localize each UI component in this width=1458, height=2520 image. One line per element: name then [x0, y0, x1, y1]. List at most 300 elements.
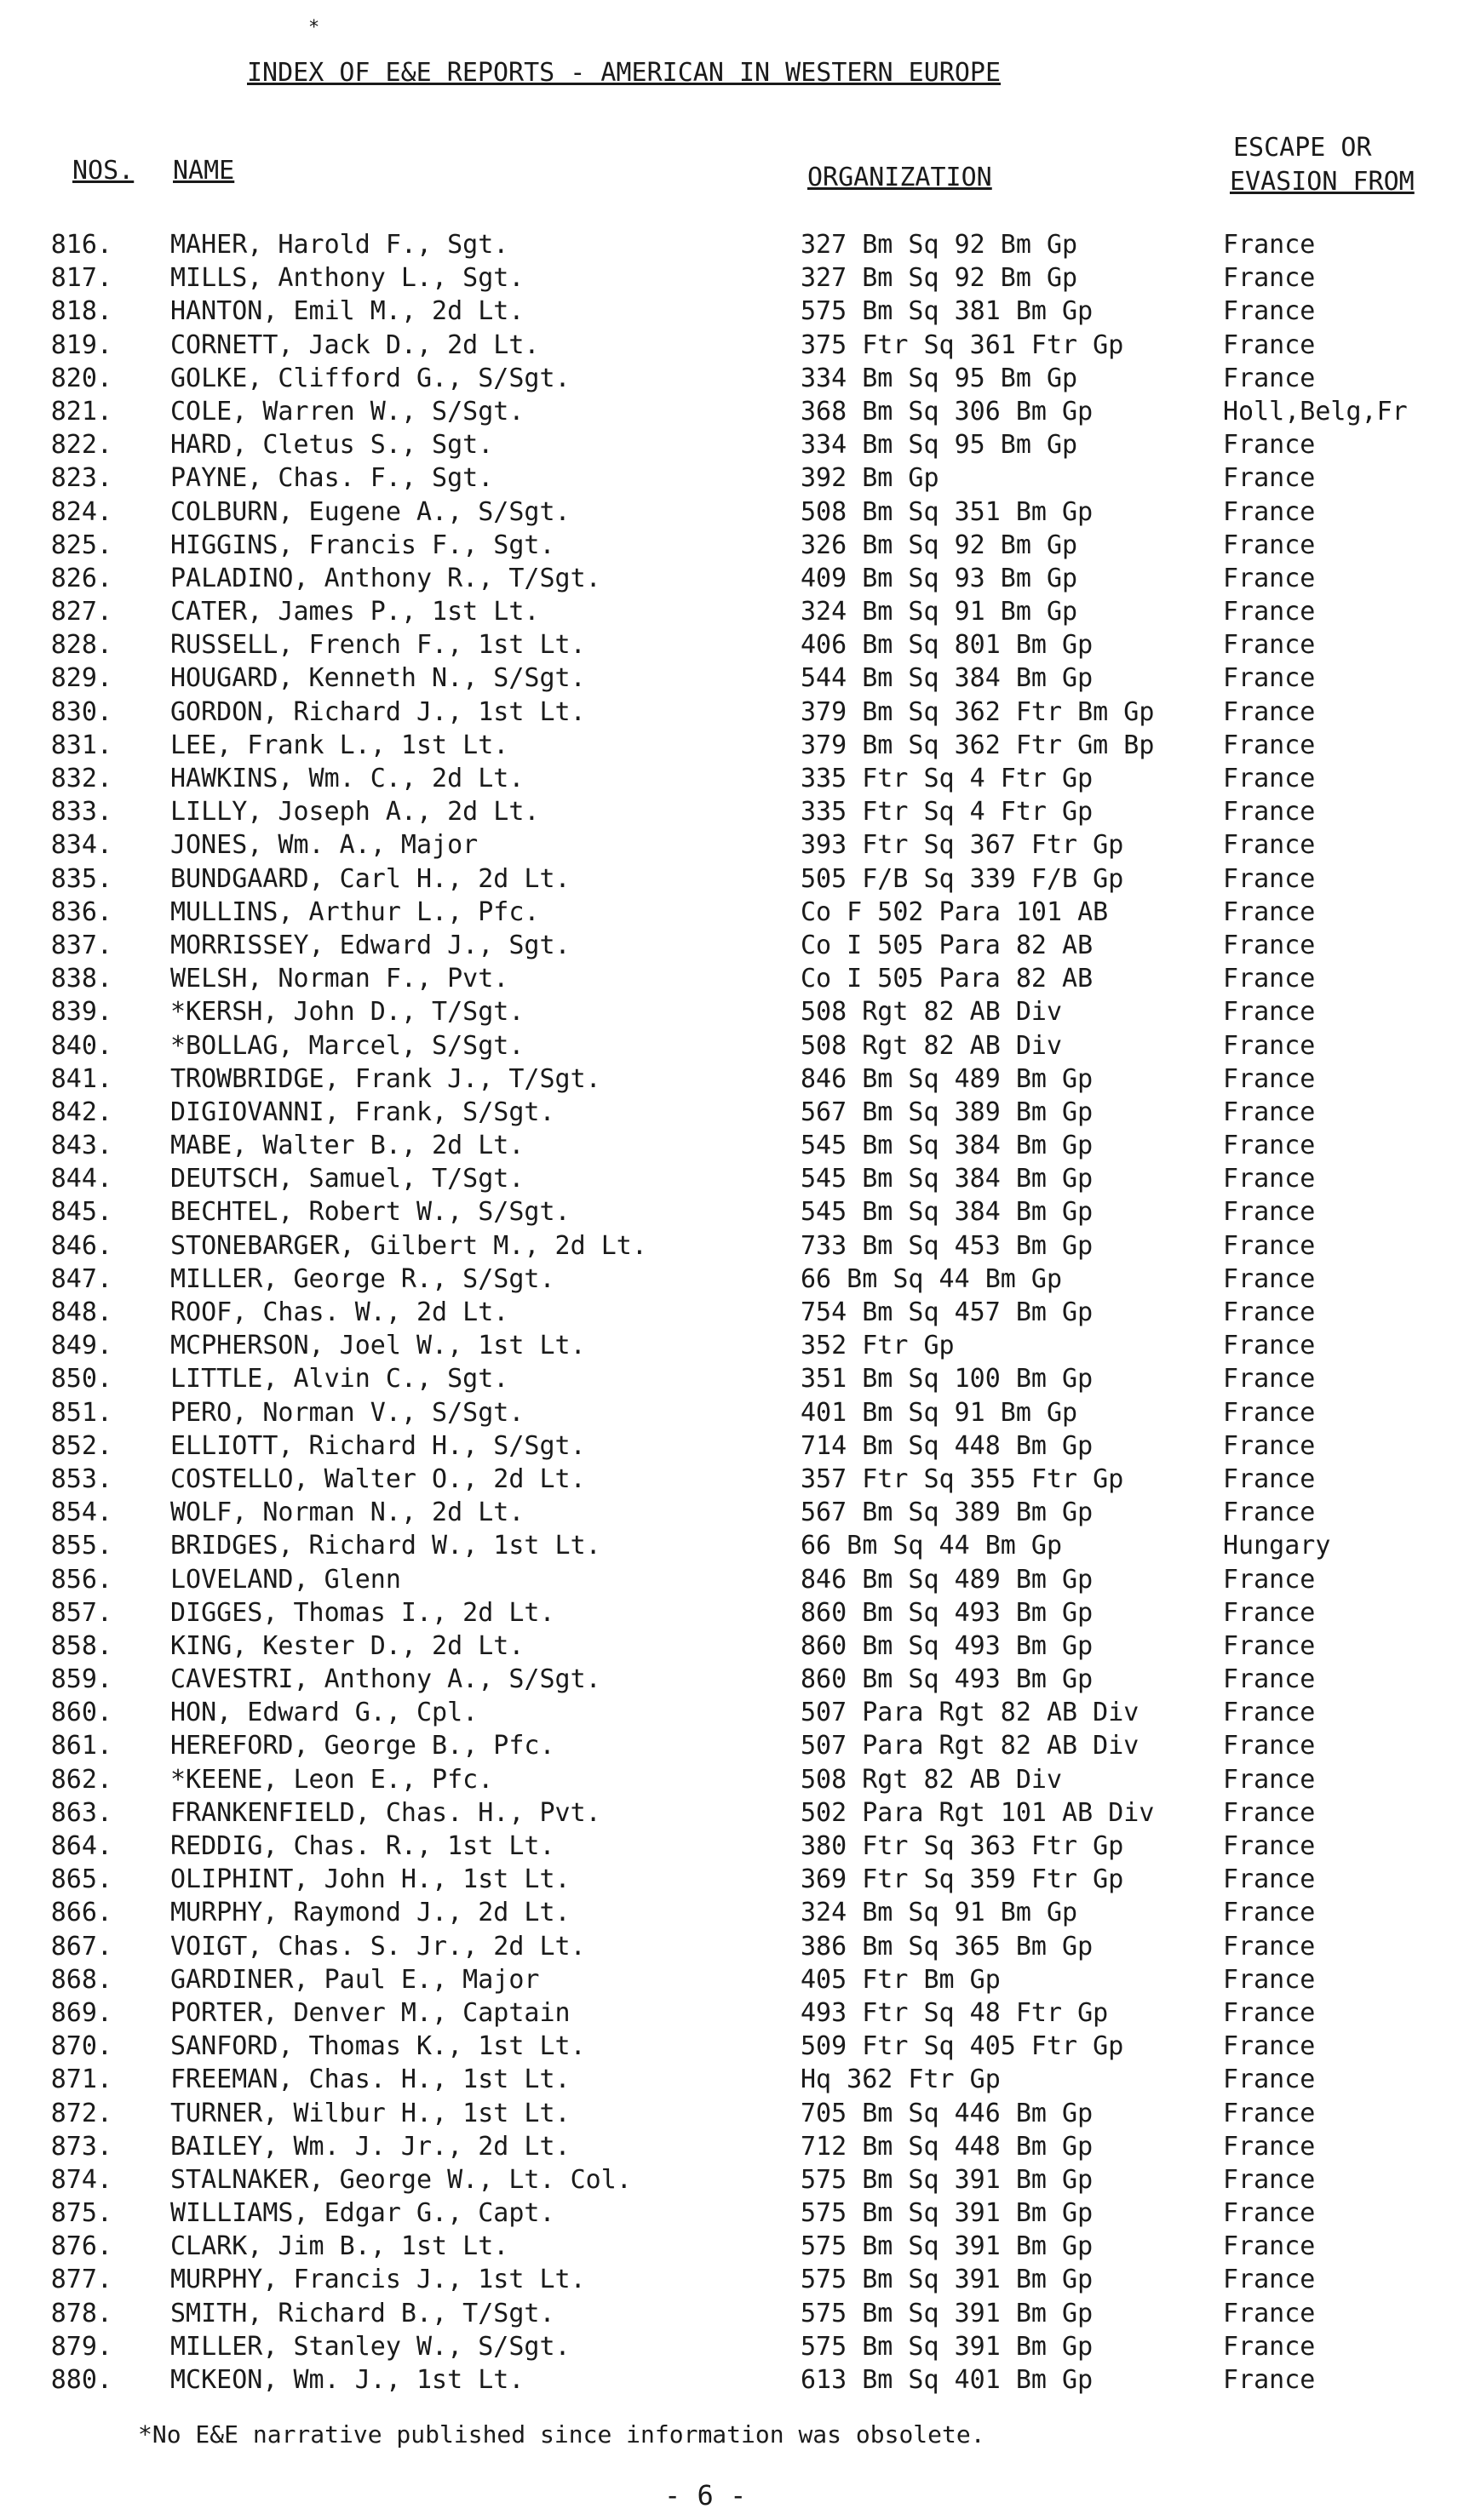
- entry-name: MURPHY, Francis J., 1st Lt.: [170, 2265, 586, 2295]
- entry-organization: 545 Bm Sq 384 Bm Gp: [801, 1131, 1094, 1161]
- entry-organization: 324 Bm Sq 91 Bm Gp: [801, 1898, 1078, 1928]
- entry-escape-from: France: [1223, 1831, 1316, 1861]
- entry-number: 848.: [50, 1297, 112, 1327]
- table-row: [0, 1396, 1458, 1429]
- entry-number: 856.: [50, 1564, 112, 1595]
- entry-organization: 509 Ftr Sq 405 Ftr Gp: [801, 2031, 1124, 2062]
- asterisk-mark: *: [308, 17, 320, 38]
- entry-number: 829.: [50, 663, 112, 694]
- entry-escape-from: France: [1223, 1898, 1316, 1928]
- entry-organization: 502 Para Rgt 101 AB Div: [801, 1797, 1155, 1828]
- entry-escape-from: France: [1223, 2098, 1316, 2128]
- entry-escape-from: France: [1223, 463, 1316, 494]
- entry-escape-from: France: [1223, 863, 1316, 894]
- entry-escape-from: France: [1223, 1097, 1316, 1127]
- entry-organization: 567 Bm Sq 389 Bm Gp: [801, 1498, 1094, 1528]
- entry-escape-from: France: [1223, 663, 1316, 694]
- entry-organization: 352 Ftr Gp: [801, 1331, 955, 1361]
- entry-number: 822.: [50, 430, 112, 461]
- entry-organization: 368 Bm Sq 306 Bm Gp: [801, 396, 1094, 427]
- entry-organization: 613 Bm Sq 401 Bm Gp: [801, 2365, 1094, 2395]
- table-row: [0, 1429, 1458, 1463]
- entry-number: 879.: [50, 2331, 112, 2362]
- entry-organization: 401 Bm Sq 91 Bm Gp: [801, 1397, 1078, 1428]
- entry-number: 846.: [50, 1230, 112, 1261]
- entry-name: HEREFORD, George B., Pfc.: [170, 1731, 555, 1761]
- entry-name: MCKEON, Wm. J., 1st Lt.: [170, 2365, 525, 2395]
- entry-organization: 575 Bm Sq 391 Bm Gp: [801, 2198, 1094, 2229]
- entry-number: 852.: [50, 1430, 112, 1461]
- entry-escape-from: France: [1223, 1030, 1316, 1061]
- entry-number: 816.: [50, 230, 112, 260]
- table-row: [0, 795, 1458, 828]
- entry-name: FRANKENFIELD, Chas. H., Pvt.: [170, 1797, 601, 1828]
- entry-name: GOLKE, Clifford G., S/Sgt.: [170, 363, 571, 393]
- entry-number: 873.: [50, 2131, 112, 2162]
- table-row: [0, 228, 1458, 261]
- entry-escape-from: France: [1223, 964, 1316, 994]
- table-row: [0, 1362, 1458, 1395]
- entry-organization: 575 Bm Sq 391 Bm Gp: [801, 2164, 1094, 2195]
- entry-organization: 733 Bm Sq 453 Bm Gp: [801, 1230, 1094, 1261]
- entry-number: 854.: [50, 1498, 112, 1528]
- entry-escape-from: France: [1223, 896, 1316, 927]
- entry-number: 864.: [50, 1831, 112, 1861]
- entry-name: CAVESTRI, Anthony A., S/Sgt.: [170, 1664, 601, 1695]
- entry-organization: 379 Bm Sq 362 Ftr Bm Gp: [801, 696, 1155, 727]
- entry-escape-from: France: [1223, 2164, 1316, 2195]
- entry-escape-from: France: [1223, 696, 1316, 727]
- entry-name: VOIGT, Chas. S. Jr., 2d Lt.: [170, 1931, 586, 1962]
- entry-number: 841.: [50, 1063, 112, 1094]
- entry-number: 850.: [50, 1364, 112, 1395]
- entry-name: HON, Edward G., Cpl.: [170, 1698, 479, 1728]
- entry-number: 826.: [50, 563, 112, 593]
- entry-name: WILLIAMS, Edgar G., Capt.: [170, 2198, 555, 2229]
- entry-escape-from: France: [1223, 597, 1316, 627]
- entry-name: OLIPHINT, John H., 1st Lt.: [170, 1864, 571, 1895]
- entry-name: MABE, Walter B., 2d Lt.: [170, 1131, 525, 1161]
- entry-escape-from: France: [1223, 1197, 1316, 1228]
- entry-number: 861.: [50, 1731, 112, 1761]
- entry-escape-from: France: [1223, 2231, 1316, 2262]
- entry-organization: 369 Ftr Sq 359 Ftr Gp: [801, 1864, 1124, 1895]
- entry-organization: 327 Bm Sq 92 Bm Gp: [801, 230, 1078, 260]
- entry-organization: 846 Bm Sq 489 Bm Gp: [801, 1564, 1094, 1595]
- entry-escape-from: France: [1223, 2265, 1316, 2295]
- entry-escape-from: France: [1223, 830, 1316, 861]
- entry-number: 834.: [50, 830, 112, 861]
- table-row: [0, 2030, 1458, 2063]
- entry-organization: Co I 505 Para 82 AB: [801, 930, 1094, 960]
- table-row: [0, 896, 1458, 929]
- entry-escape-from: France: [1223, 764, 1316, 793]
- entry-name: BUNDGAARD, Carl H., 2d Lt.: [170, 863, 571, 894]
- entry-number: 839.: [50, 997, 112, 1028]
- entry-number: 843.: [50, 1131, 112, 1161]
- entry-number: 845.: [50, 1197, 112, 1228]
- table-row: [0, 962, 1458, 995]
- entry-number: 824.: [50, 496, 112, 527]
- entry-organization: Co F 502 Para 101 AB: [801, 896, 1109, 927]
- column-header-escape-line2: EVASION FROM: [1230, 167, 1415, 197]
- table-row: [0, 595, 1458, 628]
- entry-organization: 714 Bm Sq 448 Bm Gp: [801, 1430, 1094, 1461]
- entry-escape-from: France: [1223, 797, 1316, 828]
- entry-escape-from: France: [1223, 2198, 1316, 2229]
- entry-name: *BOLLAG, Marcel, S/Sgt.: [170, 1030, 525, 1061]
- entry-number: 855.: [50, 1531, 112, 1561]
- entry-number: 821.: [50, 396, 112, 427]
- table-row: [0, 1162, 1458, 1195]
- table-row: [0, 696, 1458, 729]
- entry-escape-from: France: [1223, 630, 1316, 661]
- table-row: [0, 1996, 1458, 2030]
- table-row: [0, 1229, 1458, 1263]
- table-row: [0, 1096, 1458, 1129]
- entry-name: WELSH, Norman F., Pvt.: [170, 964, 509, 994]
- entry-organization: 860 Bm Sq 493 Bm Gp: [801, 1664, 1094, 1695]
- entry-escape-from: Hungary: [1223, 1531, 1331, 1561]
- entry-name: TURNER, Wilbur H., 1st Lt.: [170, 2098, 571, 2128]
- entry-organization: 754 Bm Sq 457 Bm Gp: [801, 1297, 1094, 1327]
- table-row: [0, 1763, 1458, 1796]
- table-row: [0, 662, 1458, 695]
- entry-escape-from: France: [1223, 1297, 1316, 1327]
- entry-number: 835.: [50, 863, 112, 894]
- entry-escape-from: France: [1223, 1664, 1316, 1695]
- entry-organization: 493 Ftr Sq 48 Ftr Gp: [801, 1997, 1109, 2028]
- entry-organization: 66 Bm Sq 44 Bm Gp: [801, 1263, 1063, 1294]
- entry-escape-from: France: [1223, 1997, 1316, 2028]
- table-row: [0, 1129, 1458, 1162]
- entry-escape-from: France: [1223, 1564, 1316, 1595]
- entry-number: 872.: [50, 2098, 112, 2128]
- entry-name: MILLER, Stanley W., S/Sgt.: [170, 2331, 571, 2362]
- entry-escape-from: France: [1223, 1230, 1316, 1261]
- entry-name: MCPHERSON, Joel W., 1st Lt.: [170, 1331, 586, 1361]
- table-row: [0, 1296, 1458, 1329]
- entry-number: 869.: [50, 1997, 112, 2028]
- entry-name: WOLF, Norman N., 2d Lt.: [170, 1498, 525, 1528]
- entry-name: REDDIG, Chas. R., 1st Lt.: [170, 1831, 555, 1861]
- entry-organization: Co I 505 Para 82 AB: [801, 964, 1094, 994]
- table-row: [0, 562, 1458, 595]
- entry-organization: 860 Bm Sq 493 Bm Gp: [801, 1630, 1094, 1661]
- table-row: [0, 1696, 1458, 1729]
- entry-escape-from: France: [1223, 2065, 1316, 2095]
- entry-organization: 575 Bm Sq 381 Bm Gp: [801, 296, 1094, 327]
- entry-name: PERO, Norman V., S/Sgt.: [170, 1397, 525, 1428]
- entry-organization: 575 Bm Sq 391 Bm Gp: [801, 2265, 1094, 2295]
- table-row: [0, 362, 1458, 395]
- entry-escape-from: Holl,Belg,Fr: [1223, 396, 1408, 427]
- table-row: [0, 1529, 1458, 1562]
- entry-name: HAWKINS, Wm. C., 2d Lt.: [170, 764, 525, 793]
- table-row: [0, 461, 1458, 495]
- entry-number: 851.: [50, 1397, 112, 1428]
- table-row: [0, 2130, 1458, 2163]
- table-row: [0, 1963, 1458, 1996]
- entry-number: 844.: [50, 1164, 112, 1194]
- entry-escape-from: France: [1223, 2031, 1316, 2062]
- entry-organization: 545 Bm Sq 384 Bm Gp: [801, 1164, 1094, 1194]
- column-header-nos: NOS.: [72, 156, 135, 186]
- entry-name: GORDON, Richard J., 1st Lt.: [170, 696, 586, 727]
- entry-number: 831.: [50, 730, 112, 760]
- entry-name: STONEBARGER, Gilbert M., 2d Lt.: [170, 1230, 647, 1261]
- entry-number: 857.: [50, 1597, 112, 1628]
- entry-number: 849.: [50, 1331, 112, 1361]
- entry-number: 877.: [50, 2265, 112, 2295]
- entry-organization: 393 Ftr Sq 367 Ftr Gp: [801, 830, 1124, 861]
- entry-escape-from: France: [1223, 1698, 1316, 1728]
- entry-number: 833.: [50, 797, 112, 828]
- entry-name: ROOF, Chas. W., 2d Lt.: [170, 1297, 509, 1327]
- table-row: [0, 1663, 1458, 1696]
- entry-organization: 508 Rgt 82 AB Div: [801, 997, 1063, 1028]
- entry-organization: 545 Bm Sq 384 Bm Gp: [801, 1197, 1094, 1228]
- table-row: [0, 628, 1458, 662]
- table-row: [0, 1629, 1458, 1663]
- entry-number: 865.: [50, 1864, 112, 1895]
- entry-organization: 379 Bm Sq 362 Ftr Gm Bp: [801, 730, 1155, 760]
- entry-number: 880.: [50, 2365, 112, 2395]
- entry-number: 867.: [50, 1931, 112, 1962]
- entry-escape-from: France: [1223, 296, 1316, 327]
- entry-escape-from: France: [1223, 1331, 1316, 1361]
- entry-escape-from: France: [1223, 496, 1316, 527]
- entry-number: 825.: [50, 530, 112, 560]
- table-row: [0, 2297, 1458, 2330]
- entry-organization: 508 Bm Sq 351 Bm Gp: [801, 496, 1094, 527]
- table-row: [0, 495, 1458, 529]
- table-row: [0, 1029, 1458, 1062]
- entry-number: 853.: [50, 1463, 112, 1494]
- entry-organization: 508 Rgt 82 AB Div: [801, 1764, 1063, 1795]
- entry-number: 832.: [50, 764, 112, 793]
- table-row: [0, 1496, 1458, 1529]
- entry-organization: 66 Bm Sq 44 Bm Gp: [801, 1531, 1063, 1561]
- table-row: [0, 395, 1458, 428]
- entry-escape-from: France: [1223, 1731, 1316, 1761]
- entry-organization: 508 Rgt 82 AB Div: [801, 1030, 1063, 1061]
- entry-name: PAYNE, Chas. F., Sgt.: [170, 463, 494, 494]
- entry-organization: 705 Bm Sq 446 Bm Gp: [801, 2098, 1094, 2128]
- entry-name: TROWBRIDGE, Frank J., T/Sgt.: [170, 1063, 601, 1094]
- entry-organization: 505 F/B Sq 339 F/B Gp: [801, 863, 1124, 894]
- entry-organization: 860 Bm Sq 493 Bm Gp: [801, 1597, 1094, 1628]
- table-row: [0, 529, 1458, 562]
- entry-name: COLBURN, Eugene A., S/Sgt.: [170, 496, 571, 527]
- entry-name: MORRISSEY, Edward J., Sgt.: [170, 930, 571, 960]
- entry-escape-from: France: [1223, 930, 1316, 960]
- entry-escape-from: France: [1223, 363, 1316, 393]
- entry-organization: 326 Bm Sq 92 Bm Gp: [801, 530, 1078, 560]
- entry-escape-from: France: [1223, 1498, 1316, 1528]
- entry-number: 828.: [50, 630, 112, 661]
- entry-number: 876.: [50, 2231, 112, 2262]
- table-row: [0, 1863, 1458, 1896]
- entry-escape-from: France: [1223, 2298, 1316, 2328]
- table-row: [0, 1263, 1458, 1296]
- entry-number: 838.: [50, 964, 112, 994]
- entry-number: 827.: [50, 597, 112, 627]
- entry-organization: 351 Bm Sq 100 Bm Gp: [801, 1364, 1094, 1395]
- report-index-list: [0, 228, 1458, 2397]
- entry-name: ELLIOTT, Richard H., S/Sgt.: [170, 1430, 586, 1461]
- entry-escape-from: France: [1223, 1797, 1316, 1828]
- entry-name: CLARK, Jim B., 1st Lt.: [170, 2231, 509, 2262]
- entry-escape-from: France: [1223, 563, 1316, 593]
- entry-name: BRIDGES, Richard W., 1st Lt.: [170, 1531, 601, 1561]
- entry-number: 842.: [50, 1097, 112, 1127]
- entry-name: MULLINS, Arthur L., Pfc.: [170, 896, 540, 927]
- entry-organization: 380 Ftr Sq 363 Ftr Gp: [801, 1831, 1124, 1861]
- entry-escape-from: France: [1223, 263, 1316, 294]
- table-row: [0, 2163, 1458, 2196]
- entry-name: SMITH, Richard B., T/Sgt.: [170, 2298, 555, 2328]
- table-row: [0, 1195, 1458, 1228]
- table-row: [0, 2230, 1458, 2263]
- entry-name: FREEMAN, Chas. H., 1st Lt.: [170, 2065, 571, 2095]
- entry-name: DEUTSCH, Samuel, T/Sgt.: [170, 1164, 525, 1194]
- table-row: [0, 1830, 1458, 1863]
- entry-number: 819.: [50, 329, 112, 360]
- entry-name: HIGGINS, Francis F., Sgt.: [170, 530, 555, 560]
- entry-organization: 334 Bm Sq 95 Bm Gp: [801, 430, 1078, 461]
- table-row: [0, 295, 1458, 328]
- entry-organization: 544 Bm Sq 384 Bm Gp: [801, 663, 1094, 694]
- entry-escape-from: France: [1223, 430, 1316, 461]
- entry-name: COSTELLO, Walter O., 2d Lt.: [170, 1463, 586, 1494]
- entry-escape-from: France: [1223, 2331, 1316, 2362]
- entry-number: 868.: [50, 1964, 112, 1995]
- entry-name: *KERSH, John D., T/Sgt.: [170, 997, 525, 1028]
- table-row: [0, 828, 1458, 862]
- page-title: INDEX OF E&E REPORTS - AMERICAN IN WESTERN EUROPE: [247, 58, 1002, 88]
- entry-number: 875.: [50, 2198, 112, 2229]
- entry-number: 818.: [50, 296, 112, 327]
- entry-number: 862.: [50, 1764, 112, 1795]
- entry-organization: 567 Bm Sq 389 Bm Gp: [801, 1097, 1094, 1127]
- entry-escape-from: France: [1223, 1164, 1316, 1194]
- entry-escape-from: France: [1223, 1063, 1316, 1094]
- table-row: [0, 261, 1458, 295]
- entry-organization: 335 Ftr Sq 4 Ftr Gp: [801, 764, 1094, 793]
- table-row: [0, 2363, 1458, 2397]
- table-row: [0, 2263, 1458, 2296]
- entry-organization: 324 Bm Sq 91 Bm Gp: [801, 597, 1078, 627]
- entry-name: COLE, Warren W., S/Sgt.: [170, 396, 525, 427]
- entry-escape-from: France: [1223, 1364, 1316, 1395]
- entry-number: 830.: [50, 696, 112, 727]
- entry-organization: 357 Ftr Sq 355 Ftr Gp: [801, 1463, 1124, 1494]
- entry-name: HOUGARD, Kenneth N., S/Sgt.: [170, 663, 586, 694]
- entry-number: 823.: [50, 463, 112, 494]
- entry-organization: 405 Ftr Bm Gp: [801, 1964, 1001, 1995]
- footnote: *No E&E narrative published since information was obsolete.: [138, 2420, 985, 2448]
- entry-escape-from: France: [1223, 1397, 1316, 1428]
- entry-organization: 409 Bm Sq 93 Bm Gp: [801, 563, 1078, 593]
- entry-number: 871.: [50, 2065, 112, 2095]
- entry-escape-from: France: [1223, 230, 1316, 260]
- table-row: [0, 329, 1458, 362]
- entry-number: 836.: [50, 896, 112, 927]
- column-header-escape-line1: ESCAPE OR: [1233, 133, 1372, 163]
- entry-escape-from: France: [1223, 1630, 1316, 1661]
- entry-name: DIGGES, Thomas I., 2d Lt.: [170, 1597, 555, 1628]
- table-row: [0, 995, 1458, 1028]
- entry-name: MAHER, Harold F., Sgt.: [170, 230, 509, 260]
- entry-name: KING, Kester D., 2d Lt.: [170, 1630, 525, 1661]
- table-row: [0, 1062, 1458, 1096]
- table-row: [0, 2330, 1458, 2363]
- entry-number: 863.: [50, 1797, 112, 1828]
- entry-number: 820.: [50, 363, 112, 393]
- entry-number: 840.: [50, 1030, 112, 1061]
- entry-name: CATER, James P., 1st Lt.: [170, 597, 540, 627]
- entry-name: MILLER, George R., S/Sgt.: [170, 1263, 555, 1294]
- entry-organization: 334 Bm Sq 95 Bm Gp: [801, 363, 1078, 393]
- entry-organization: 386 Bm Sq 365 Bm Gp: [801, 1931, 1094, 1962]
- entry-number: 859.: [50, 1664, 112, 1695]
- table-row: [0, 1796, 1458, 1830]
- entry-name: LEE, Frank L., 1st Lt.: [170, 730, 509, 760]
- entry-organization: 575 Bm Sq 391 Bm Gp: [801, 2298, 1094, 2328]
- entry-name: BAILEY, Wm. J. Jr., 2d Lt.: [170, 2131, 571, 2162]
- table-row: [0, 1563, 1458, 1596]
- entry-number: 860.: [50, 1698, 112, 1728]
- entry-name: MURPHY, Raymond J., 2d Lt.: [170, 1898, 571, 1928]
- entry-name: LOVELAND, Glenn: [170, 1564, 401, 1595]
- entry-organization: 375 Ftr Sq 361 Ftr Gp: [801, 329, 1124, 360]
- entry-organization: Hq 362 Ftr Gp: [801, 2065, 1001, 2095]
- entry-organization: 575 Bm Sq 391 Bm Gp: [801, 2331, 1094, 2362]
- entry-name: GARDINER, Paul E., Major: [170, 1964, 540, 1995]
- entry-name: MILLS, Anthony L., Sgt.: [170, 263, 525, 294]
- entry-name: STALNAKER, George W., Lt. Col.: [170, 2164, 632, 2195]
- entry-escape-from: France: [1223, 1131, 1316, 1161]
- entry-escape-from: France: [1223, 997, 1316, 1028]
- entry-name: RUSSELL, French F., 1st Lt.: [170, 630, 586, 661]
- column-header-organization: ORGANIZATION: [807, 163, 992, 192]
- entry-name: HANTON, Emil M., 2d Lt.: [170, 296, 525, 327]
- table-row: [0, 2097, 1458, 2130]
- entry-number: 817.: [50, 263, 112, 294]
- entry-escape-from: France: [1223, 1463, 1316, 1494]
- table-row: [0, 1329, 1458, 1362]
- entry-organization: 507 Para Rgt 82 AB Div: [801, 1731, 1139, 1761]
- entry-name: HARD, Cletus S., Sgt.: [170, 430, 494, 461]
- entry-name: CORNETT, Jack D., 2d Lt.: [170, 329, 540, 360]
- entry-escape-from: France: [1223, 2365, 1316, 2395]
- entry-name: *KEENE, Leon E., Pfc.: [170, 1764, 494, 1795]
- entry-number: 837.: [50, 930, 112, 960]
- entry-organization: 507 Para Rgt 82 AB Div: [801, 1698, 1139, 1728]
- entry-number: 874.: [50, 2164, 112, 2195]
- entry-escape-from: France: [1223, 1430, 1316, 1461]
- entry-organization: 712 Bm Sq 448 Bm Gp: [801, 2131, 1094, 2162]
- entry-number: 878.: [50, 2298, 112, 2328]
- entry-escape-from: France: [1223, 1263, 1316, 1294]
- entry-organization: 327 Bm Sq 92 Bm Gp: [801, 263, 1078, 294]
- table-row: [0, 1729, 1458, 1762]
- table-row: [0, 2063, 1458, 2096]
- entry-name: PORTER, Denver M., Captain: [170, 1997, 571, 2028]
- table-row: [0, 1896, 1458, 1929]
- entry-organization: 335 Ftr Sq 4 Ftr Gp: [801, 797, 1094, 828]
